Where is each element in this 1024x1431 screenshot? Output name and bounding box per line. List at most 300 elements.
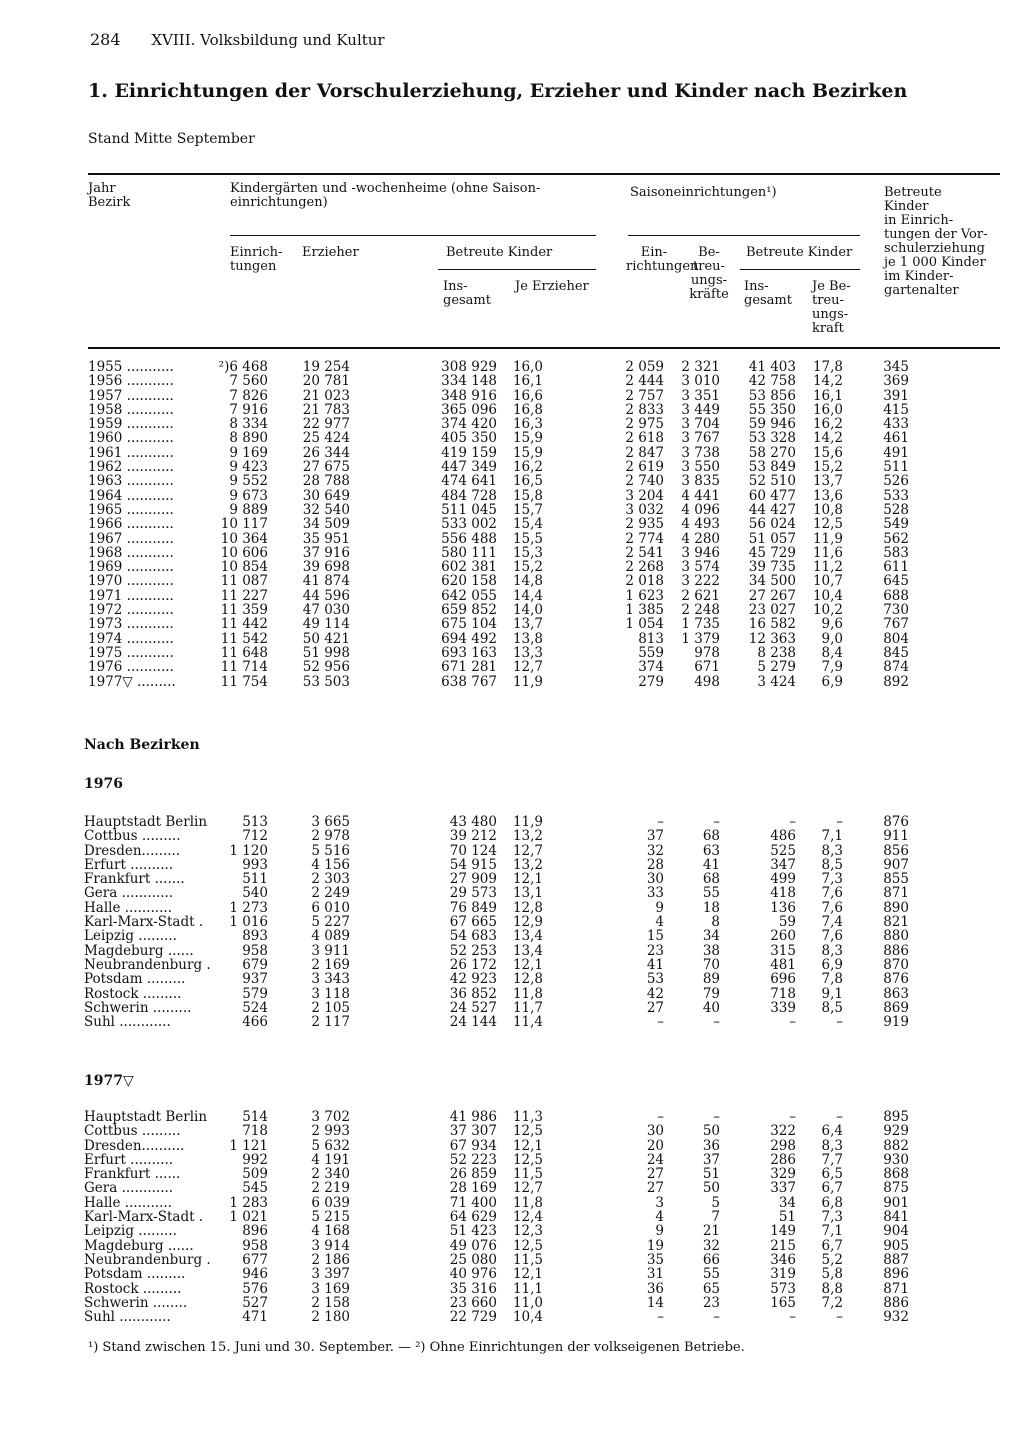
cell-c2: 44 596 — [302, 587, 350, 604]
cell-c9: 345 — [883, 359, 909, 375]
cell-c8: 7,4 — [821, 914, 843, 931]
cell-c2: 37 916 — [302, 544, 350, 561]
table-row — [0, 972, 1024, 986]
cell-c2: 30 649 — [302, 487, 350, 504]
cell-c9: 821 — [883, 914, 909, 931]
cell-c7: 51 057 — [748, 530, 796, 547]
cell-c3: 67 665 — [449, 914, 497, 931]
row-label: 1967 ........... — [88, 530, 174, 547]
cell-c8: 15,2 — [812, 459, 843, 476]
cell-c8: 16,2 — [812, 416, 843, 433]
cell-c2: 2 158 — [311, 1294, 350, 1311]
table-row — [0, 1139, 1024, 1153]
cell-c7: 298 — [770, 1137, 796, 1154]
cell-c6: 66 — [702, 1251, 720, 1268]
table-row — [0, 389, 1024, 403]
table-row — [0, 1001, 1024, 1015]
cell-c2: 4 156 — [311, 856, 350, 873]
cell-c4: 11,1 — [512, 1280, 543, 1297]
row-label: Halle ........... — [84, 899, 172, 916]
cell-c8: 11,2 — [812, 559, 843, 576]
row-label: Dresden......... — [84, 842, 181, 859]
cell-c3: 70 124 — [449, 842, 497, 859]
cell-c8: 10,4 — [812, 587, 843, 604]
cell-c2: 3 118 — [311, 985, 350, 1002]
cell-c7: 339 — [770, 999, 796, 1016]
cell-c3: 405 350 — [441, 430, 497, 447]
cell-c5: 32 — [646, 842, 664, 859]
cell-c5: 33 — [646, 885, 664, 902]
row-label: 1957 ........... — [88, 387, 174, 404]
cell-c8: 6,9 — [821, 673, 843, 690]
table-row — [0, 815, 1024, 829]
cell-c8: 17,8 — [812, 359, 843, 375]
row-label: Hauptstadt Berlin — [84, 814, 208, 830]
cell-c7: 418 — [770, 885, 796, 902]
table-row — [0, 560, 1024, 574]
cell-c2: 3 911 — [311, 942, 350, 959]
cell-c5: 2 059 — [625, 359, 664, 375]
cell-c3: 52 223 — [449, 1151, 497, 1168]
cell-c4: 12,1 — [512, 1137, 543, 1154]
table-row — [0, 1282, 1024, 1296]
cell-c2: 51 998 — [302, 644, 350, 661]
cell-c8: 7,2 — [821, 1294, 843, 1311]
cell-c6: 51 — [702, 1166, 720, 1183]
cell-c5: 4 — [655, 914, 664, 931]
table-row — [0, 1153, 1024, 1167]
cell-c1: 579 — [242, 985, 268, 1002]
cell-c4: 12,5 — [512, 1151, 543, 1168]
cell-c9: 868 — [883, 1166, 909, 1183]
cell-c5: 42 — [646, 985, 664, 1002]
cell-c3: 365 096 — [441, 401, 497, 418]
cell-c9: 892 — [883, 673, 909, 690]
cell-c8: 7,8 — [821, 971, 843, 988]
cell-c4: 14,8 — [512, 573, 543, 590]
cell-c9: 391 — [883, 387, 909, 404]
cell-c4: 15,9 — [512, 444, 543, 461]
cell-c2: 2 249 — [311, 885, 350, 902]
cell-c6: 23 — [702, 1294, 720, 1311]
cell-c1: ²)6 468 — [218, 359, 268, 375]
cell-c9: 562 — [883, 530, 909, 547]
cell-c8: 9,1 — [821, 985, 843, 1002]
cell-c9: 511 — [883, 459, 909, 476]
cell-c8: 14,2 — [812, 430, 843, 447]
row-label: 1970 ........... — [88, 573, 174, 590]
cell-c1: 958 — [242, 942, 268, 959]
cell-c9: 528 — [883, 501, 909, 518]
cell-c8: 11,6 — [812, 544, 843, 561]
cell-c3: 23 660 — [449, 1294, 497, 1311]
districts-1976-table — [0, 815, 1024, 1029]
table-row — [0, 374, 1024, 388]
cell-c3: 419 159 — [441, 444, 497, 461]
cell-c4: 12,3 — [512, 1223, 543, 1240]
cell-c1: 1 273 — [229, 899, 268, 916]
cell-c9: 932 — [883, 1309, 909, 1326]
cell-c6: 70 — [702, 956, 720, 973]
cell-c1: 8 890 — [229, 430, 268, 447]
cell-c6: 55 — [702, 885, 720, 902]
table-row — [0, 1015, 1024, 1029]
cell-c6: 89 — [702, 971, 720, 988]
running-head — [90, 30, 385, 49]
header-top-rule — [88, 173, 1000, 175]
cell-c1: 11 442 — [220, 616, 268, 633]
cell-c7: 53 849 — [748, 459, 796, 476]
cell-c1: 11 227 — [220, 587, 268, 604]
cell-c7: 347 — [770, 856, 796, 873]
row-label: Halle ........... — [84, 1194, 172, 1211]
table-row — [0, 1196, 1024, 1210]
cell-c5: 1 623 — [625, 587, 664, 604]
cell-c9: 871 — [883, 1280, 909, 1297]
cell-c8: 8,3 — [821, 842, 843, 859]
cell-c7: 346 — [770, 1251, 796, 1268]
cell-c2: 2 180 — [311, 1309, 350, 1326]
cell-c1: 1 021 — [229, 1209, 268, 1226]
cell-c1: 679 — [242, 956, 268, 973]
cell-c4: 11,5 — [512, 1166, 543, 1183]
cell-c1: 10 606 — [220, 544, 268, 561]
table-row — [0, 417, 1024, 431]
cell-c9: 804 — [883, 630, 909, 647]
cell-c4: 11,9 — [512, 673, 543, 690]
cell-c5: 2 618 — [625, 430, 664, 447]
cell-c9: 929 — [883, 1123, 909, 1140]
cell-c6: 498 — [694, 673, 720, 690]
cell-c3: 26 859 — [449, 1166, 497, 1183]
row-label: Cottbus ......... — [84, 828, 181, 845]
cell-c5: 2 740 — [625, 473, 664, 490]
cell-c2: 52 956 — [302, 659, 350, 676]
cell-c6: – — [713, 814, 720, 830]
cell-c7: 23 027 — [748, 602, 796, 619]
cell-c1: 509 — [242, 1166, 268, 1183]
cell-c3: 28 169 — [449, 1180, 497, 1197]
row-label: 1964 ........... — [88, 487, 174, 504]
cell-c7: 34 — [778, 1194, 796, 1211]
cell-c8: 8,5 — [821, 856, 843, 873]
cell-c5: 813 — [638, 630, 664, 647]
cell-c6: 1 379 — [681, 630, 720, 647]
cell-c7: 44 427 — [748, 501, 796, 518]
cell-c6: 65 — [702, 1280, 720, 1297]
cell-c2: 3 397 — [311, 1266, 350, 1283]
cell-c7: 486 — [770, 828, 796, 845]
table-row — [0, 901, 1024, 915]
cell-c3: 620 158 — [441, 573, 497, 590]
cell-c1: 514 — [242, 1109, 268, 1125]
cell-c6: 8 — [711, 914, 720, 931]
cell-c3: 659 852 — [441, 602, 497, 619]
cell-c5: 3 — [655, 1194, 664, 1211]
row-label: Leipzig ......... — [84, 1223, 177, 1240]
cell-c2: 6 039 — [311, 1194, 350, 1211]
cell-c3: 24 144 — [449, 1014, 497, 1031]
cell-c5: – — [657, 1109, 664, 1125]
table-row — [0, 574, 1024, 588]
cell-c1: 9 673 — [229, 487, 268, 504]
districts-1977-table — [0, 1110, 1024, 1324]
cell-c2: 27 675 — [302, 459, 350, 476]
cell-c1: 1 016 — [229, 914, 268, 931]
cell-c7: 42 758 — [748, 373, 796, 390]
cell-c9: 874 — [883, 659, 909, 676]
cell-c4: 16,2 — [512, 459, 543, 476]
cell-c6: 63 — [702, 842, 720, 859]
cell-c1: 1 121 — [229, 1137, 268, 1154]
cell-c4: 11,4 — [512, 1014, 543, 1031]
cell-c7: 8 238 — [757, 644, 796, 661]
cell-c7: 55 350 — [748, 401, 796, 418]
row-label: 1958 ........... — [88, 401, 174, 418]
row-label: 1972 ........... — [88, 602, 174, 619]
cell-c6: 36 — [702, 1137, 720, 1154]
cell-c3: 76 849 — [449, 899, 497, 916]
cell-c6: 21 — [702, 1223, 720, 1240]
table-row — [0, 1239, 1024, 1253]
cell-c2: 39 698 — [302, 559, 350, 576]
cell-c2: 50 421 — [302, 630, 350, 647]
row-label: 1968 ........... — [88, 544, 174, 561]
cell-c6: 2 248 — [681, 602, 720, 619]
cell-c2: 5 215 — [311, 1209, 350, 1226]
row-label: 1975 ........... — [88, 644, 174, 661]
cell-c2: 2 219 — [311, 1180, 350, 1197]
row-label: 1963 ........... — [88, 473, 174, 490]
cell-c8: – — [836, 1109, 843, 1125]
cell-c3: 308 929 — [441, 359, 497, 375]
cell-c7: 165 — [770, 1294, 796, 1311]
cell-c7: 3 424 — [757, 673, 796, 690]
cell-c5: – — [657, 1014, 664, 1031]
cell-c6: 79 — [702, 985, 720, 1002]
cell-c8: 6,5 — [821, 1166, 843, 1183]
cell-c6: 3 574 — [681, 559, 720, 576]
cell-c2: 47 030 — [302, 602, 350, 619]
row-label: 1966 ........... — [88, 516, 174, 533]
cell-c6: 3 738 — [681, 444, 720, 461]
row-label: 1961 ........... — [88, 444, 174, 461]
cell-c6: 50 — [702, 1180, 720, 1197]
cell-c5: 37 — [646, 828, 664, 845]
cell-c1: 958 — [242, 1237, 268, 1254]
cell-c6: – — [713, 1309, 720, 1326]
row-label: Rostock ......... — [84, 985, 182, 1002]
cell-c9: 870 — [883, 956, 909, 973]
cell-c8: – — [836, 814, 843, 830]
row-label: 1962 ........... — [88, 459, 174, 476]
cell-c8: 12,5 — [812, 516, 843, 533]
cell-c4: 13,2 — [512, 828, 543, 845]
cell-c1: 540 — [242, 885, 268, 902]
cell-c4: 11,5 — [512, 1251, 543, 1268]
row-label: Schwerin ......... — [84, 999, 192, 1016]
cell-c4: 16,0 — [512, 359, 543, 375]
col-s-insgesamt: Ins- gesamt — [744, 279, 792, 308]
cell-c7: 52 510 — [748, 473, 796, 490]
years-table — [0, 360, 1024, 689]
cell-c9: 875 — [883, 1180, 909, 1197]
cell-c7: 39 735 — [748, 559, 796, 576]
table-row — [0, 844, 1024, 858]
cell-c4: 13,4 — [512, 942, 543, 959]
cell-c5: 1 054 — [625, 616, 664, 633]
row-label: 1956 ........... — [88, 373, 174, 390]
cell-c8: 7,7 — [821, 1151, 843, 1168]
cell-c5: 14 — [646, 1294, 664, 1311]
cell-c3: 25 080 — [449, 1251, 497, 1268]
cell-c8: 7,3 — [821, 871, 843, 888]
cell-c9: 415 — [883, 401, 909, 418]
row-label: 1960 ........... — [88, 430, 174, 447]
cell-c7: 499 — [770, 871, 796, 888]
cell-c2: 20 781 — [302, 373, 350, 390]
col-s-betreuungskraefte: Be- treu- ungs- kräfte — [689, 245, 729, 302]
cell-c2: 41 874 — [302, 573, 350, 590]
table-row — [0, 829, 1024, 843]
cell-c4: 12,4 — [512, 1209, 543, 1226]
col-kg-je-erzieher: Je Erzieher — [515, 279, 589, 294]
cell-c5: 3 204 — [625, 487, 664, 504]
cell-c5: 19 — [646, 1237, 664, 1254]
row-label: Karl-Marx-Stadt . — [84, 914, 204, 931]
cell-c6: 3 222 — [681, 573, 720, 590]
cell-c6: 3 010 — [681, 373, 720, 390]
col-kg-betreute: Betreute Kinder — [446, 245, 553, 260]
cell-c6: 68 — [702, 828, 720, 845]
table-row — [0, 858, 1024, 872]
table-row — [0, 915, 1024, 929]
cell-c2: 5 227 — [311, 914, 350, 931]
cell-c7: 56 024 — [748, 516, 796, 533]
col-kg-erzieher: Erzieher — [302, 245, 359, 260]
cell-c4: 13,4 — [512, 928, 543, 945]
cell-c5: 2 619 — [625, 459, 664, 476]
cell-c7: 481 — [770, 956, 796, 973]
cell-c3: 51 423 — [449, 1223, 497, 1240]
cell-c7: 329 — [770, 1166, 796, 1183]
cell-c7: 41 403 — [748, 359, 796, 375]
cell-c8: 7,1 — [821, 828, 843, 845]
cell-c4: 12,7 — [512, 659, 543, 676]
cell-c8: 7,6 — [821, 899, 843, 916]
cell-c6: 3 351 — [681, 387, 720, 404]
cell-c5: – — [657, 1309, 664, 1326]
cell-c5: 2 444 — [625, 373, 664, 390]
col-s-je: Je Be- treu- ungs- kraft — [812, 279, 851, 336]
cell-c4: 11,9 — [512, 814, 543, 830]
cell-c8: 8,3 — [821, 1137, 843, 1154]
kg-betreute-rule — [438, 269, 596, 270]
cell-c2: 4 089 — [311, 928, 350, 945]
cell-c8: 15,6 — [812, 444, 843, 461]
cell-c3: 334 148 — [441, 373, 497, 390]
cell-c4: 15,5 — [512, 530, 543, 547]
cell-c8: – — [836, 1309, 843, 1326]
table-title: 1. Einrichtungen der Vorschulerziehung, Erzieher und Kinder nach Bezirken — [88, 80, 908, 102]
cell-c7: 12 363 — [748, 630, 796, 647]
cell-c4: 13,7 — [512, 616, 543, 633]
cell-c2: 2 340 — [311, 1166, 350, 1183]
cell-c6: 671 — [694, 659, 720, 676]
cell-c4: 13,3 — [512, 644, 543, 661]
cell-c1: 946 — [242, 1266, 268, 1283]
table-row — [0, 431, 1024, 445]
cell-c5: 15 — [646, 928, 664, 945]
cell-c6: 4 280 — [681, 530, 720, 547]
cell-c8: 5,8 — [821, 1266, 843, 1283]
cell-c2: 3 914 — [311, 1237, 350, 1254]
cell-c2: 34 509 — [302, 516, 350, 533]
cell-c2: 4 191 — [311, 1151, 350, 1168]
cell-c4: 13,2 — [512, 856, 543, 873]
cell-c1: 524 — [242, 999, 268, 1016]
cell-c4: 12,7 — [512, 842, 543, 859]
section-nach-bezirken: Nach Bezirken — [84, 737, 200, 753]
cell-c3: 22 729 — [449, 1309, 497, 1326]
row-label: Erfurt .......... — [84, 856, 174, 873]
cell-c9: 880 — [883, 928, 909, 945]
cell-c7: 53 328 — [748, 430, 796, 447]
table-row — [0, 1124, 1024, 1138]
cell-c7: – — [789, 814, 796, 830]
cell-c9: 907 — [883, 856, 909, 873]
cell-c3: 24 527 — [449, 999, 497, 1016]
col-saison-group: Saisoneinrichtungen¹) — [630, 185, 777, 200]
table-row — [0, 589, 1024, 603]
cell-c5: 2 774 — [625, 530, 664, 547]
cell-c1: 9 423 — [229, 459, 268, 476]
row-label: 1955 ........... — [88, 359, 174, 375]
cell-c2: 3 702 — [311, 1109, 350, 1125]
cell-c1: 896 — [242, 1223, 268, 1240]
cell-c8: 6,4 — [821, 1123, 843, 1140]
cell-c7: 319 — [770, 1266, 796, 1283]
cell-c3: 41 986 — [449, 1109, 497, 1125]
table-row — [0, 1110, 1024, 1124]
cell-c7: 136 — [770, 899, 796, 916]
cell-c3: 533 002 — [441, 516, 497, 533]
cell-c5: 31 — [646, 1266, 664, 1283]
row-label: Frankfurt ....... — [84, 871, 185, 888]
cell-c1: 11 648 — [220, 644, 268, 661]
cell-c1: 992 — [242, 1151, 268, 1168]
cell-c4: 14,0 — [512, 602, 543, 619]
cell-c1: 993 — [242, 856, 268, 873]
cell-c5: 2 541 — [625, 544, 664, 561]
cell-c9: 767 — [883, 616, 909, 633]
cell-c4: 12,1 — [512, 871, 543, 888]
cell-c2: 5 516 — [311, 842, 350, 859]
cell-c9: 583 — [883, 544, 909, 561]
cell-c8: 8,5 — [821, 999, 843, 1016]
cell-c3: 43 480 — [449, 814, 497, 830]
cell-c5: 27 — [646, 999, 664, 1016]
row-label: Dresden.......... — [84, 1137, 185, 1154]
cell-c3: 511 045 — [441, 501, 497, 518]
cell-c8: 6,7 — [821, 1237, 843, 1254]
cell-c9: 863 — [883, 985, 909, 1002]
row-label: Hauptstadt Berlin — [84, 1109, 208, 1125]
cell-c1: 11 714 — [220, 659, 268, 676]
cell-c1: 10 117 — [220, 516, 268, 533]
row-label: 1969 ........... — [88, 559, 174, 576]
row-label: Erfurt .......... — [84, 1151, 174, 1168]
